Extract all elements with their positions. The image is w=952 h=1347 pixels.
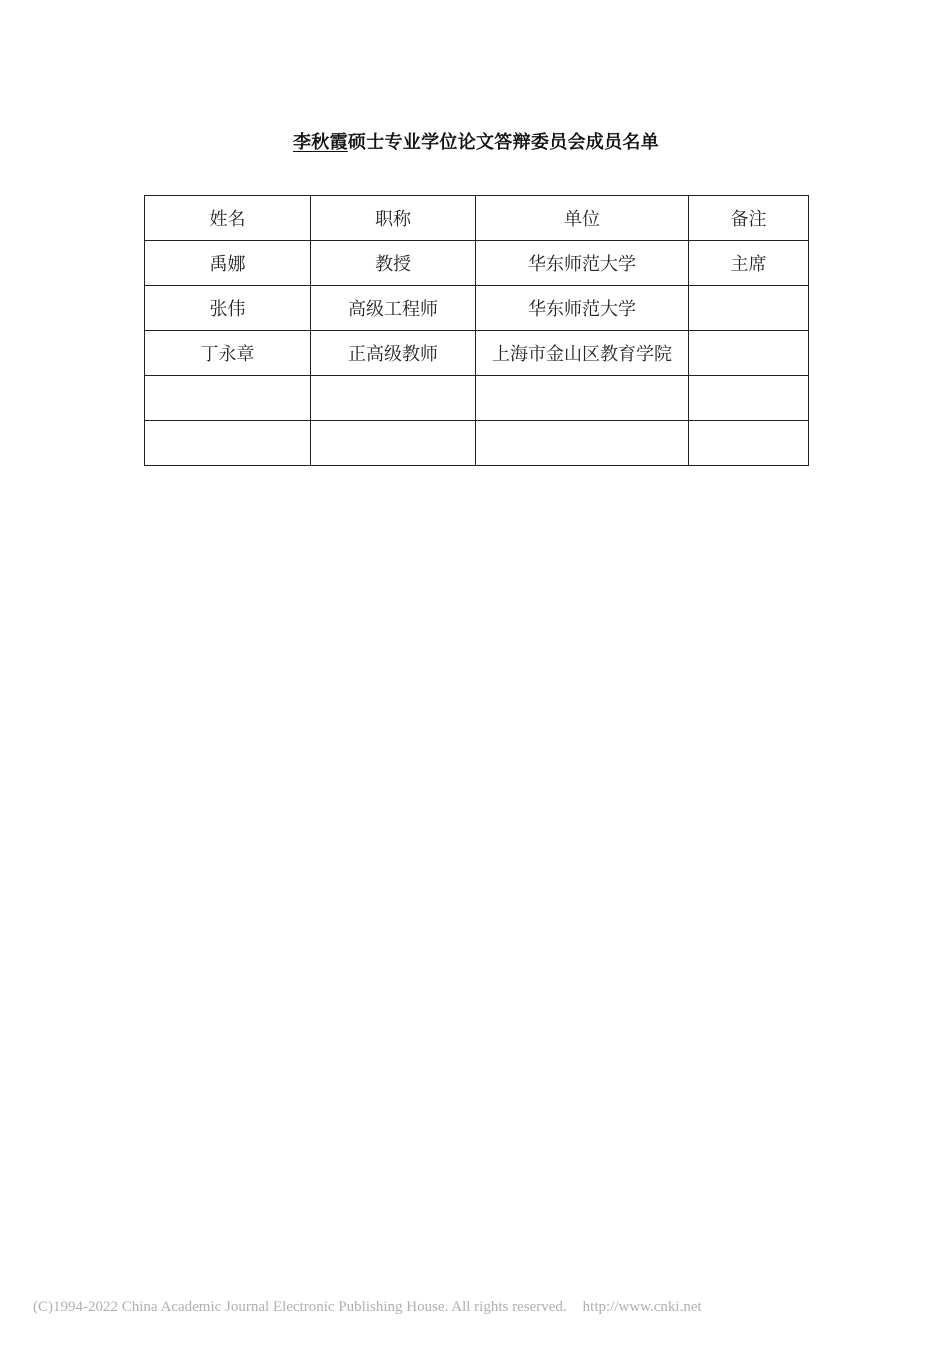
cell-title	[311, 376, 476, 421]
cell-name: 丁永章	[145, 331, 311, 376]
cell-remark	[689, 376, 809, 421]
cell-remark	[689, 421, 809, 466]
cell-unit: 华东师范大学	[476, 241, 689, 286]
cell-title	[311, 421, 476, 466]
candidate-name: 李秋霞	[292, 132, 348, 153]
footer-link[interactable]: http://www.cnki.net	[582, 1299, 702, 1315]
table-row	[145, 376, 809, 421]
cell-remark	[689, 286, 809, 331]
table-row	[145, 331, 809, 376]
cell-name	[145, 421, 311, 466]
cell-name: 禹娜	[145, 241, 311, 286]
cell-unit	[476, 421, 689, 466]
table-header-row	[145, 196, 809, 241]
cell-unit: 华东师范大学	[476, 286, 689, 331]
cell-name	[145, 376, 311, 421]
title-text: 硕士专业学位论文答辩委员会成员名单	[347, 132, 659, 153]
header-name: 姓名	[145, 196, 311, 241]
copyright-footer	[33, 1299, 933, 1316]
cell-name: 张伟	[145, 286, 311, 331]
cell-unit: 上海市金山区教育学院	[476, 331, 689, 376]
committee-table	[144, 195, 809, 466]
cell-title: 正高级教师	[311, 331, 476, 376]
table-row	[145, 241, 809, 286]
cell-unit	[476, 376, 689, 421]
cell-remark: 主席	[689, 241, 809, 286]
cell-remark	[689, 331, 809, 376]
header-remark: 备注	[689, 196, 809, 241]
document-title	[0, 128, 952, 154]
header-unit: 单位	[476, 196, 689, 241]
table-row	[145, 286, 809, 331]
table-row	[145, 421, 809, 466]
cell-title: 教授	[311, 241, 476, 286]
header-title: 职称	[311, 196, 476, 241]
copyright-text: (C)1994-2022 China Academic Journal Electronic Publishing House. All rights reserved.	[33, 1299, 567, 1315]
cell-title: 高级工程师	[311, 286, 476, 331]
